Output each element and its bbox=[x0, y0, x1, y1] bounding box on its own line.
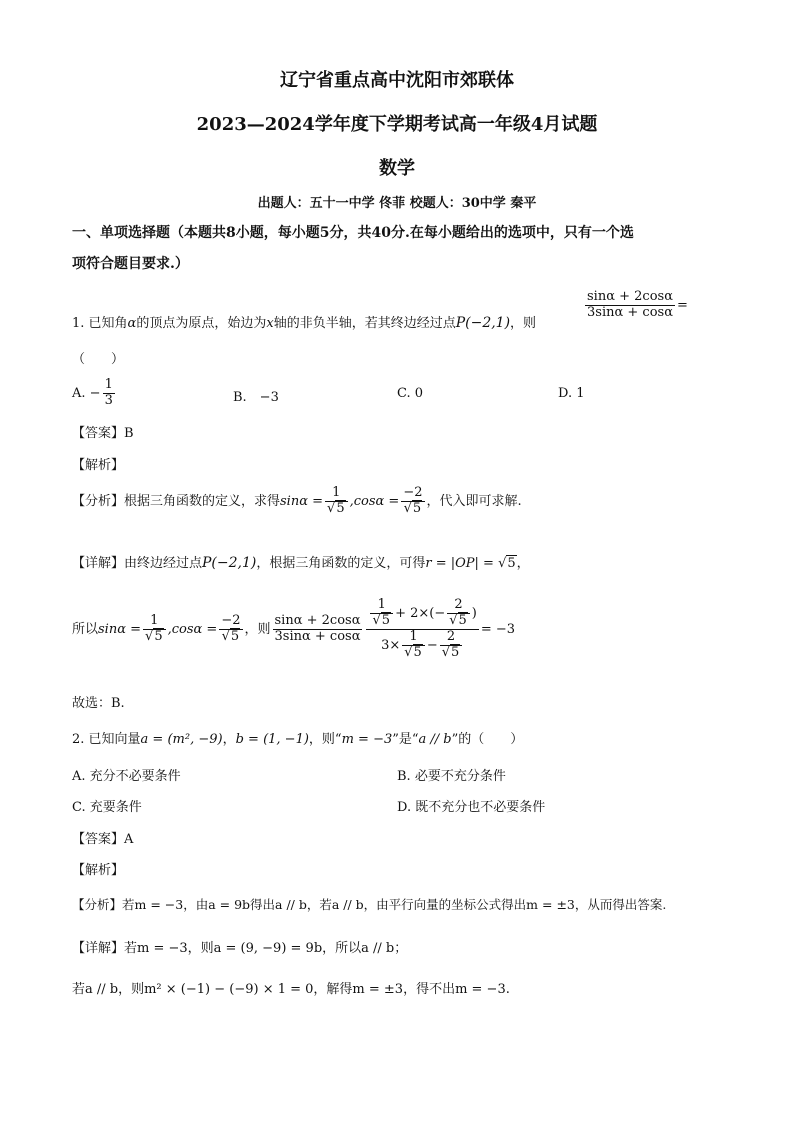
q1-x: x bbox=[266, 316, 274, 331]
q1-option-c: C. 0 bbox=[397, 386, 424, 401]
q1-frac-den: 3sinα + cosα bbox=[587, 304, 673, 320]
q1-stem-d: ，则 bbox=[510, 316, 537, 331]
q1-bf-two-b: 2 bbox=[440, 630, 463, 646]
q1-analysis-heading: 【解析】 bbox=[72, 458, 125, 473]
q1-stem-b: 的顶点为原点，始边为 bbox=[136, 316, 267, 331]
subject-title: 数学 bbox=[379, 158, 415, 179]
q2-option-d: D. 既不充分也不必要条件 bbox=[397, 800, 546, 815]
section-heading-line1: 一、单项选择题（本题共8小题，每小题5分，共40分.在每小题给出的选项中，只有一个选 bbox=[72, 225, 634, 241]
q1-bf-sqrt5-d: 5 bbox=[451, 644, 460, 660]
q1-derivation: 所以sinα = $\frac{1}{√5}$ ,cosα = $\frac{-2}{√5}$ ，则 $\frac{\sin\alpha + 2\cos\alpha}{3\sin\alpha + \cos\alpha}$ $\frac{1}{√5}$ + 2×(− $\frac{2}{√5}$ ) 3× $\frac{1}{√5}$ − $\frac{2}{√5}$ = −3 bbox=[72, 597, 516, 660]
q1-cos-label-b: ,cosα = bbox=[167, 621, 218, 637]
q2-option-b: B. 必要不充分条件 bbox=[397, 769, 506, 784]
q1-frac-den-b: 3sinα + cosα bbox=[274, 628, 361, 644]
q1-r-eq: r = |OP| = bbox=[425, 556, 494, 571]
q1-result: = −3 bbox=[480, 621, 516, 637]
q1-bf-one-b: 1 bbox=[402, 630, 425, 646]
q1-frac-num: sinα + 2cosα bbox=[587, 289, 673, 304]
q2-answer: 【答案】A bbox=[72, 832, 134, 847]
q1-answer: 【答案】B bbox=[72, 426, 134, 441]
q1-detail-text-b: ，根据三角函数的定义，可得 bbox=[256, 556, 426, 571]
q1-detail-sqrt5: 5 bbox=[507, 556, 516, 571]
q2-vector-b: b = (1, −1) bbox=[235, 732, 309, 747]
q1-stem bbox=[72, 312, 536, 331]
q1-detail-comma: ， bbox=[516, 556, 530, 571]
q1-alpha: α bbox=[127, 316, 137, 331]
q1-option-a-sign: − bbox=[89, 385, 101, 401]
q2-detail: 【详解】若m = −3，则a = (9, −9) = 9b，所以a // b； bbox=[72, 941, 408, 956]
q2-analysis-heading: 【解析】 bbox=[72, 863, 125, 878]
q1-frac-num-b: sinα + 2cosα bbox=[274, 612, 361, 628]
document-title: 辽宁省重点高中沈阳市郊联体 bbox=[280, 70, 514, 91]
q1-detail-text-a: 【详解】由终边经过点 bbox=[72, 556, 203, 571]
document-subtitle: 2023—2024学年度下学期考试高一年级4月试题 bbox=[196, 114, 598, 135]
q1-expression bbox=[583, 290, 688, 321]
q2-stem bbox=[72, 728, 523, 747]
q1-bf-sqrt5-c: 5 bbox=[413, 644, 422, 660]
q2-option-a: A. 充分不必要条件 bbox=[72, 769, 181, 784]
authors-line: 出题人：五十一中学 佟菲 校题人：30中学 秦平 bbox=[257, 196, 537, 211]
q1-analysis: 【分析】根据三角函数的定义，求得sinα = $\frac{1}{√5}$ ,cosα = $\frac{-2}{√5}$ ，代入即可求解. bbox=[72, 485, 522, 516]
q2-condition: m = −3 bbox=[341, 732, 393, 747]
q2-stem-b: ，则“ bbox=[308, 732, 342, 747]
q1-paren: （ ） bbox=[72, 352, 125, 367]
q1-point: P(−2,1) bbox=[455, 315, 511, 331]
q1-bf-sqrt5-b: 5 bbox=[458, 612, 467, 628]
q1-option-a bbox=[72, 378, 117, 409]
q1-big-fraction: $\frac{1}{√5}$ + 2×(− $\frac{2}{√5}$ ) 3× $\frac{1}{√5}$ − $\frac{2}{√5}$ bbox=[366, 598, 478, 661]
q1-bf-sqrt5: 5 bbox=[381, 612, 391, 628]
q1-sqrt5-b: 5 bbox=[412, 500, 422, 516]
q2-last-line: 若a // b，则m² × (−1) − (−9) × 1 = 0，解得m = ±3，得不出m = −3. bbox=[72, 982, 510, 997]
q1-bf-den-a: 3× bbox=[381, 637, 401, 653]
q1-bf-num-b: ) bbox=[471, 605, 477, 621]
q1-stem-c: 轴的非负半轴，若其终边经过点 bbox=[273, 316, 456, 331]
q1-eq: = bbox=[676, 297, 688, 313]
q1-stem-a: 1. 已知角 bbox=[72, 316, 128, 331]
q1-suoyi: 所以 bbox=[72, 621, 99, 637]
q1-option-b: B. −3 bbox=[233, 390, 279, 405]
q2-analysis: 【分析】若m = −3，由a = 9b得出a // b，若a // b，由平行向量的坐标公式得出m = ±3，从而得出答案. bbox=[72, 897, 667, 912]
q1-bf-one: 1 bbox=[370, 598, 393, 614]
q1-option-a-label: A. bbox=[72, 385, 86, 401]
q1-bf-two: 2 bbox=[447, 598, 470, 614]
q1-sin-label: sinα = bbox=[280, 493, 324, 509]
q1-analysis-text-a: 【分析】根据三角函数的定义，求得 bbox=[72, 493, 281, 509]
q1-sin-label-b: sinα = bbox=[98, 621, 142, 637]
q1-option-a-den: 3 bbox=[104, 392, 113, 408]
q1-frac-neg2: −2 bbox=[403, 485, 423, 500]
q2-option-c: C. 充要条件 bbox=[72, 800, 142, 815]
q1-detail-point: P(−2,1) bbox=[202, 555, 257, 571]
q1-cos-label: ,cosα = bbox=[349, 493, 400, 509]
q2-stem-a: 2. 已知向量 bbox=[72, 732, 141, 747]
q1-option-a-num: 1 bbox=[104, 377, 113, 392]
q2-vector-a: a = (m², −9) bbox=[140, 732, 223, 747]
q1-bf-den-b: − bbox=[426, 637, 438, 653]
q1-sqrt5-c: 5 bbox=[154, 628, 163, 644]
q1-choice: 故选：B. bbox=[72, 696, 125, 711]
q1-frac-one-b: 1 bbox=[143, 614, 166, 630]
q2-stem-c: ”是“ bbox=[392, 732, 419, 747]
q2-parallel: a // b bbox=[418, 732, 452, 747]
q1-sqrt5: 5 bbox=[336, 500, 345, 516]
q2-stem-d: ”的（ ） bbox=[451, 732, 524, 747]
q1-bf-num-a: + 2×(− bbox=[395, 605, 446, 621]
q1-frac-neg2-b: −2 bbox=[221, 612, 241, 628]
q1-analysis-text-b: ，代入即可求解. bbox=[426, 493, 522, 509]
q1-sqrt5-d: 5 bbox=[230, 628, 240, 644]
q1-frac-one: 1 bbox=[325, 486, 348, 502]
q1-option-d: D. 1 bbox=[558, 386, 585, 401]
q2-sep: ， bbox=[222, 732, 236, 747]
q1-zhi: ，则 bbox=[244, 621, 271, 637]
q1-detail: 【详解】由终边经过点P(−2,1)，根据三角函数的定义，可得r = |OP| = √5， bbox=[72, 555, 530, 571]
section-heading-line2: 项符合题目要求.） bbox=[72, 256, 189, 272]
